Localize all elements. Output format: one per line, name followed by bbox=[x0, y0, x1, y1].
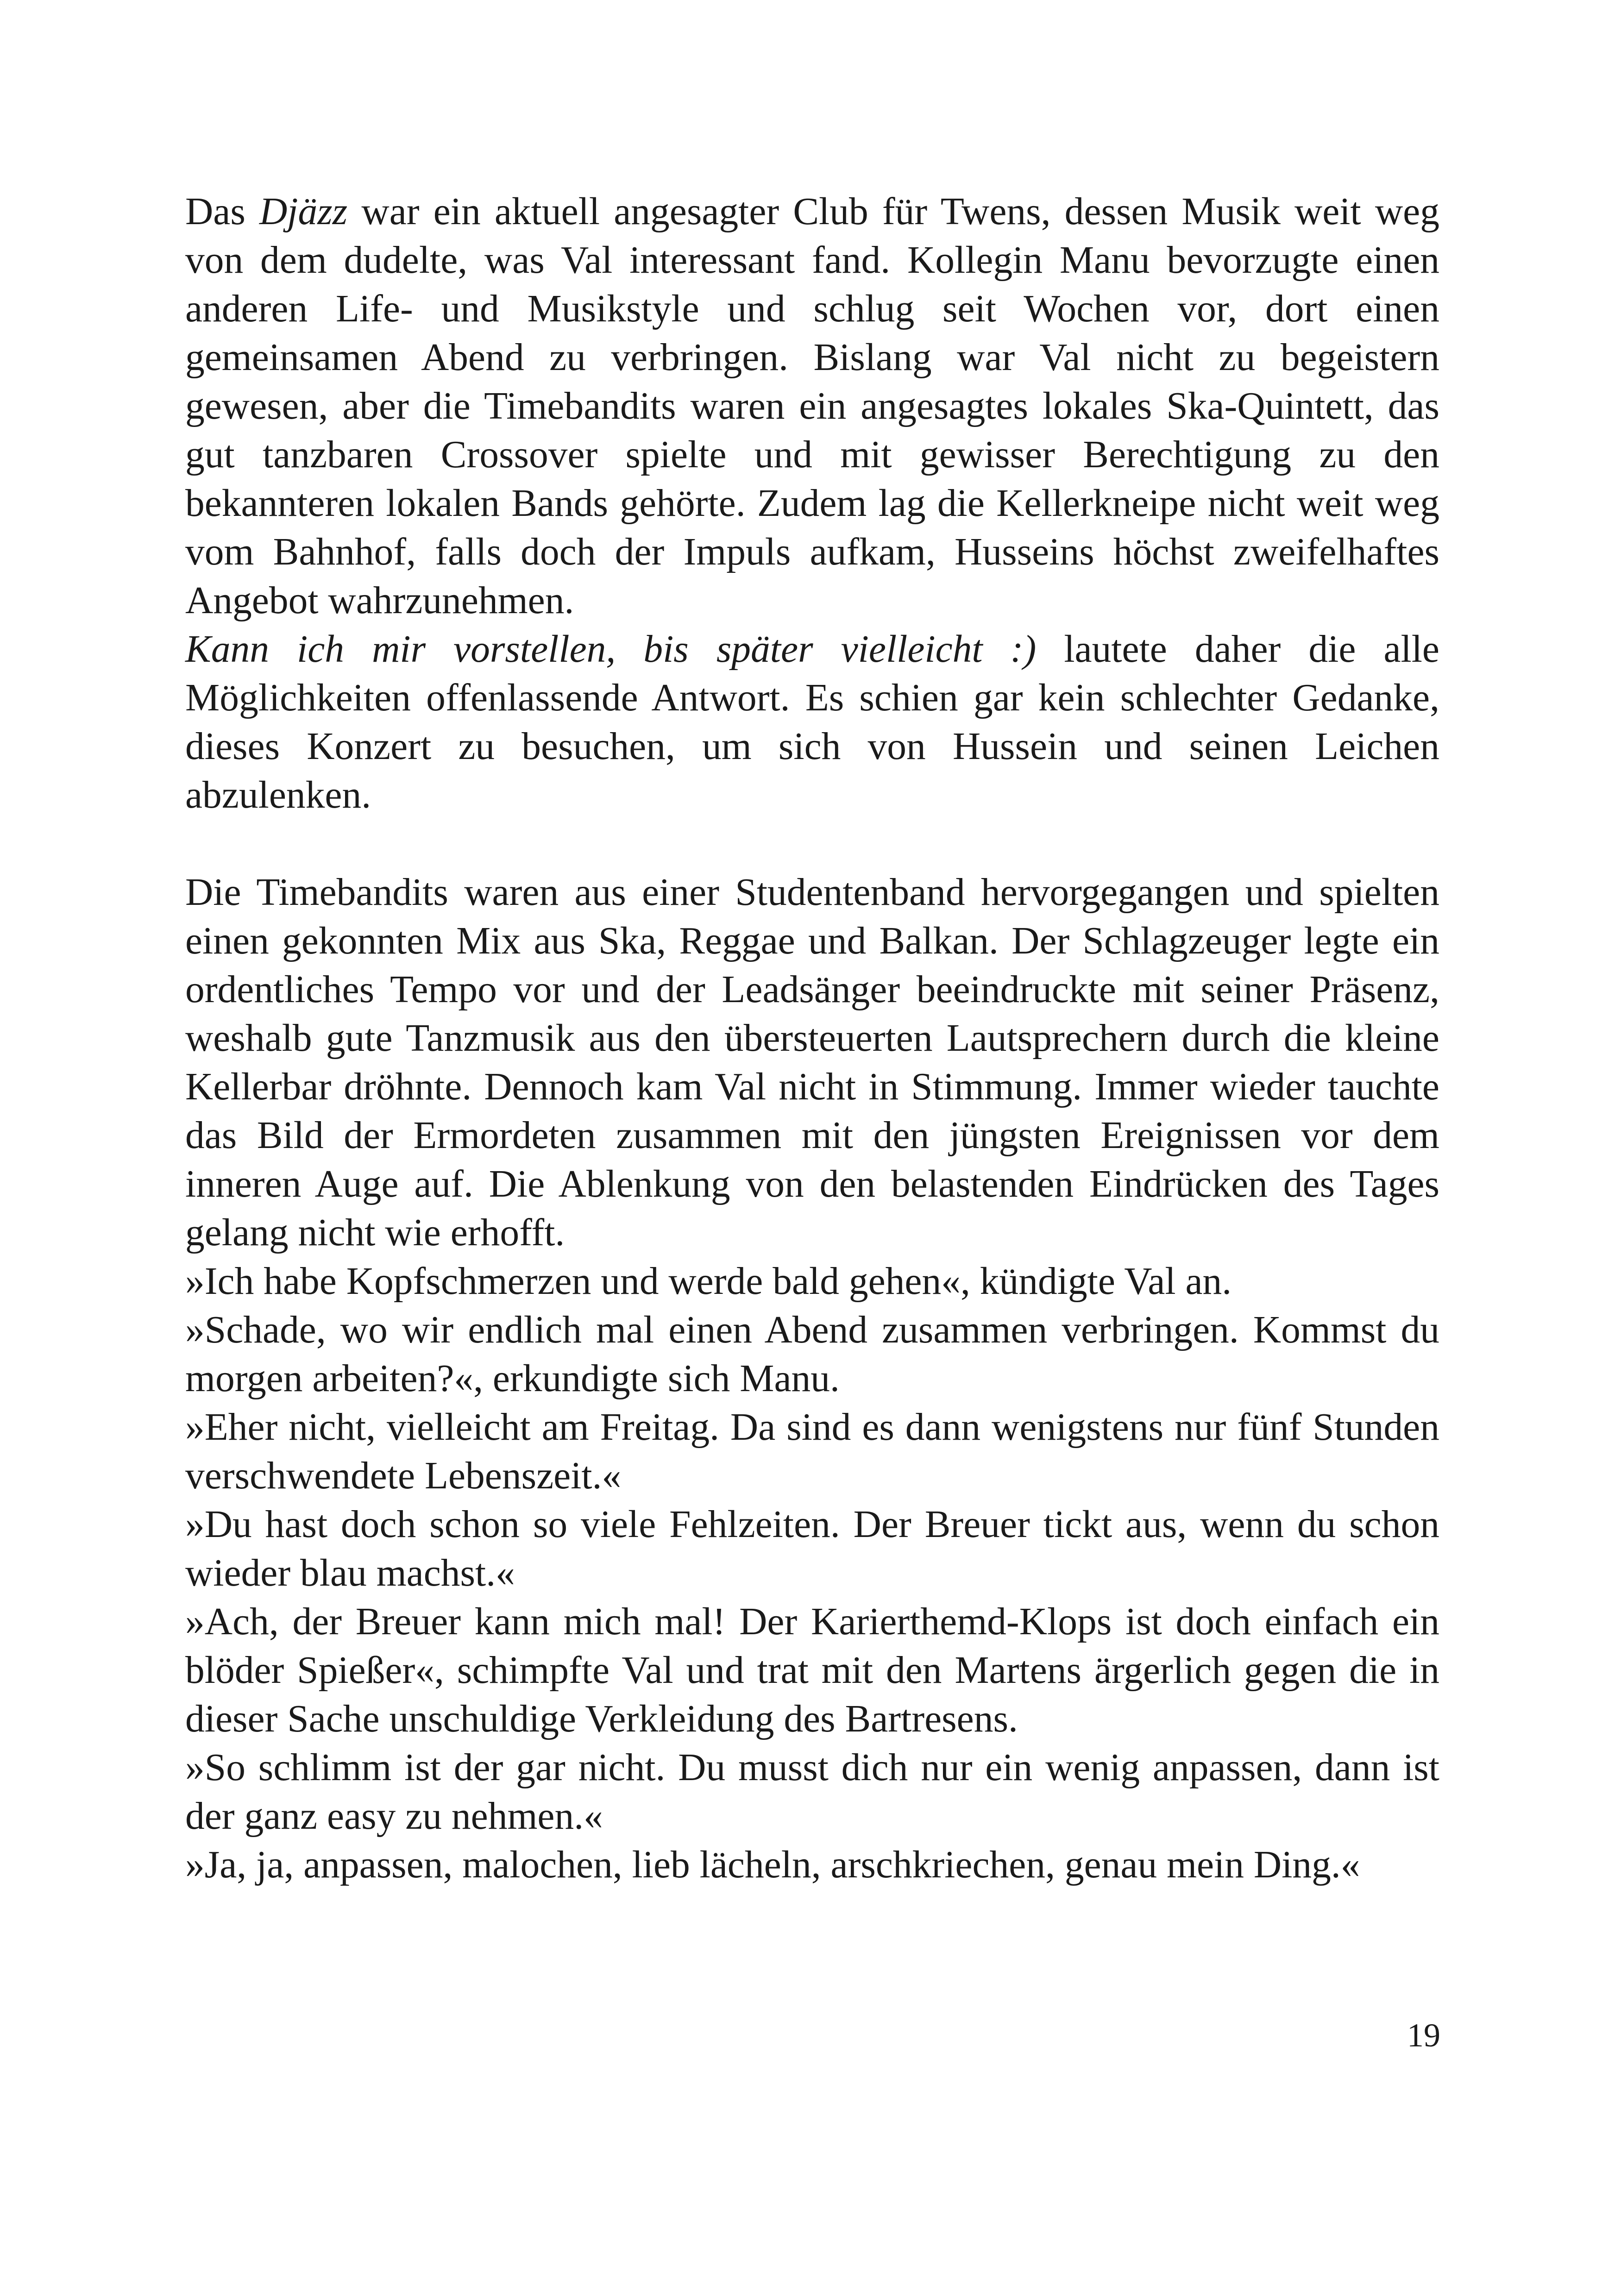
dialogue-paragraph bbox=[185, 1306, 1439, 1403]
body-text bbox=[185, 188, 1439, 1889]
paragraph-text: Das bbox=[185, 190, 259, 233]
paragraph-text: »Du hast doch schon so viele Fehlzeiten. Der Breuer tickt aus, wenn du schon wieder blau machst.« bbox=[185, 1503, 1439, 1594]
dialogue-paragraph bbox=[185, 1257, 1439, 1306]
message-italic: Kann ich mir vorstellen, bis später vielleicht :) bbox=[185, 628, 1037, 671]
paragraph-text: lautete daher die alle Möglichkeiten offenlassende Antwort. Es schien gar kein schlechter Gedanke, dieses Konzert zu besuchen, um sich von Hussein und seinen Leichen abzulenken. bbox=[185, 628, 1439, 816]
dialogue-paragraph bbox=[185, 1403, 1439, 1500]
paragraph-text: »So schlimm ist der gar nicht. Du musst dich nur ein wenig anpassen, dann ist der ganz easy zu nehmen.« bbox=[185, 1746, 1439, 1838]
page-number: 19 bbox=[1407, 2017, 1440, 2054]
paragraph bbox=[185, 625, 1439, 820]
paragraph bbox=[185, 188, 1439, 625]
paragraph-text: »Eher nicht, vielleicht am Freitag. Da sind es dann wenigstens nur fünf Stunden verschwendete Lebenszeit.« bbox=[185, 1406, 1439, 1497]
paragraph bbox=[185, 868, 1439, 1257]
dialogue-paragraph bbox=[185, 1744, 1439, 1841]
paragraph-text: »Ach, der Breuer kann mich mal! Der Karierthemd-Klops ist doch einfach ein blöder Spießer«, schimpfte Val und trat mit den Martens ärgerlich gegen die in dieser Sache unschuldige Verkleidung des Bartresens. bbox=[185, 1600, 1439, 1740]
paragraph-text: »Ja, ja, anpassen, malochen, lieb lächeln, arschkriechen, genau mein Ding.« bbox=[185, 1844, 1360, 1886]
dialogue-paragraph bbox=[185, 1841, 1439, 1889]
paragraph-text: »Schade, wo wir endlich mal einen Abend zusammen verbringen. Kommst du morgen arbeiten?«, erkundigte sich Manu. bbox=[185, 1309, 1439, 1400]
paragraph-text: »Ich habe Kopfschmerzen und werde bald gehen«, kündigte Val an. bbox=[185, 1260, 1232, 1303]
club-name-italic: Djäzz bbox=[259, 190, 348, 233]
dialogue-paragraph bbox=[185, 1598, 1439, 1744]
paragraph-text: Die Timebandits waren aus einer Studentenband hervorgegangen und spielten einen gekonnten Mix aus Ska, Reggae und Balkan. Der Schlagzeuger legte ein ordentliches Tempo vor und der Leadsänger beeindruckte mit seiner Präsenz, weshalb gute Tanzmusik aus den übersteuerten Lautsprechern durch die kleine Kellerbar dröhnte. Dennoch kam Val nicht in Stimmung. Immer wieder tauchte das Bild der Ermordeten zusammen mit den jüngsten Ereignissen vor dem inneren Auge auf. Die Ablenkung von den belastenden Eindrücken des Tages gelang nicht wie erhofft. bbox=[185, 871, 1439, 1254]
dialogue-paragraph bbox=[185, 1500, 1439, 1598]
paragraph-text: war ein aktuell angesagter Club für Twens, dessen Musik weit weg von dem dudelte, was Val interessant fand. Kollegin Manu bevorzugte einen anderen Life- und Musikstyle und schlug seit Wochen vor, dort einen gemeinsamen Abend zu verbringen. Bislang war Val nicht zu begeistern gewesen, aber die Timebandits waren ein angesagtes lokales Ska-Quintett, das gut tanzbaren Crossover spielte und mit gewisser Berechtigung zu den bekannteren lokalen Bands gehörte. Zudem lag die Kellerkneipe nicht weit weg vom Bahnhof, falls doch der Impuls aufkam, Husseins höchst zweifelhaftes Angebot wahrzunehmen. bbox=[185, 190, 1439, 622]
